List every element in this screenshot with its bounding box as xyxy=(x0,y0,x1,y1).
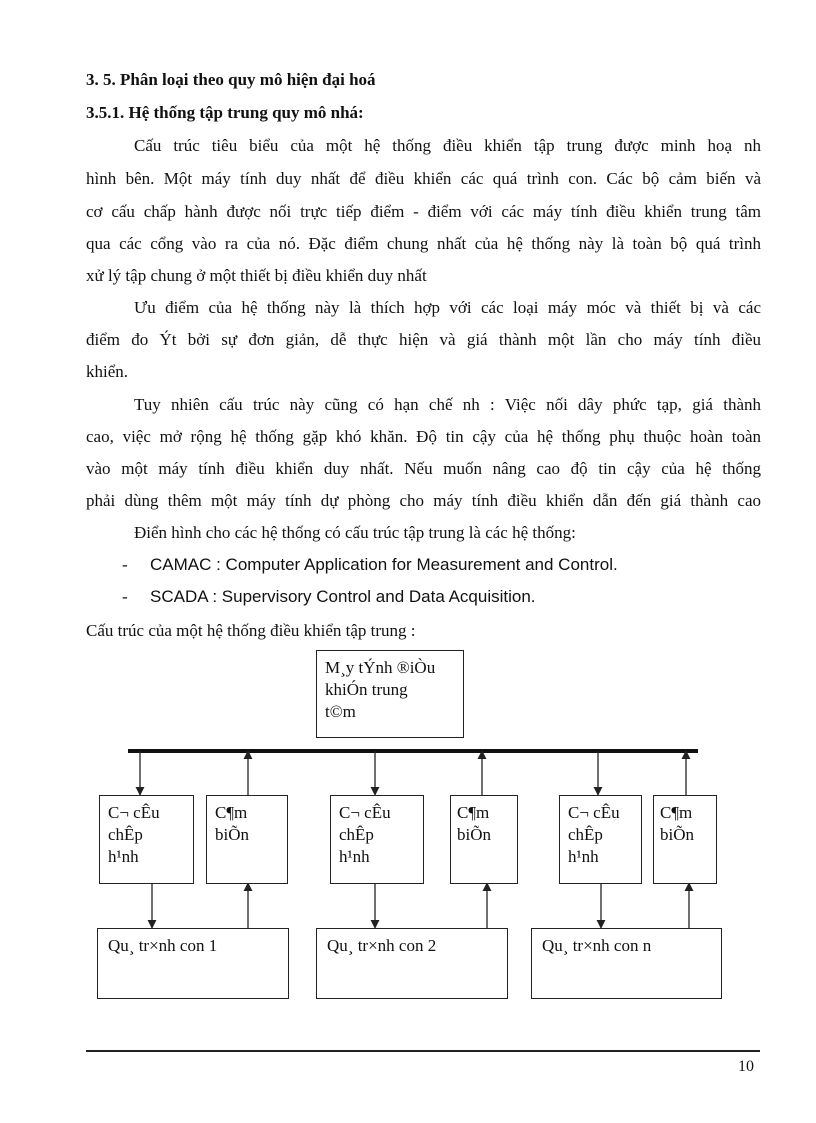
sensor-label-3: C¶m biÕn xyxy=(660,803,694,844)
footer-rule xyxy=(86,1050,760,1052)
diagram-caption: Cấu trúc của một hệ thống điều khiển tập trung : xyxy=(86,621,416,640)
process-label-1: Qu¸ tr×nh con 1 xyxy=(108,936,218,955)
paragraph-3-line-4: phải dùng thêm một máy tính dự phòng cho máy tính điều khiển dẫn đến giá thành cao xyxy=(86,491,761,510)
central-computer-box xyxy=(316,650,464,738)
actuator-box-3 xyxy=(559,795,642,884)
central-computer-label: M¸y tÝnh ®iÒu khiÓn trung t©m xyxy=(325,658,436,721)
process-box-3 xyxy=(531,928,722,999)
sensor-box-3 xyxy=(653,795,717,884)
actuator-label-3: C¬ cÊu chÊp h¹nh xyxy=(568,803,620,866)
sensor-box-1 xyxy=(206,795,288,884)
process-box-2 xyxy=(316,928,508,999)
paragraph-1-line-1: Cấu trúc tiêu biểu của một hệ thống điều khiển tập trung được minh hoạ nh xyxy=(134,136,761,155)
paragraph-1-line-5: xử lý tập chung ở một thiết bị điều khiển duy nhất xyxy=(86,266,427,285)
actuator-label-1: C¬ cÊu chÊp h¹nh xyxy=(108,803,160,866)
process-label-3: Qu¸ tr×nh con n xyxy=(542,936,652,955)
sensor-box-2 xyxy=(450,795,518,884)
paragraph-1-line-4: qua các cổng vào ra của nó. Đặc điểm chung nhất của hệ thống này là toàn bộ quá trình xyxy=(86,234,761,253)
subsection-heading: 3.5.1. Hệ thống tập trung quy mô nhá: xyxy=(86,103,364,122)
paragraph-1-line-3: cơ cấu chấp hành được nối trực tiếp điểm - điểm với các máy tính điều khiển trung tâm xyxy=(86,202,761,221)
bullet-scada: SCADA : Supervisory Control and Data Acquisition. xyxy=(150,587,536,606)
bullet-marker: - xyxy=(122,555,128,574)
paragraph-3-line-2: cao, việc mở rộng hệ thống gặp khó khăn. Độ tin cậy của hệ thống phụ thuộc hoàn toàn xyxy=(86,427,761,446)
page-number: 10 xyxy=(738,1058,754,1075)
actuator-box-1 xyxy=(99,795,194,884)
bullet-marker: - xyxy=(122,587,128,606)
paragraph-1-line-2: hình bên. Một máy tính duy nhất để điều khiển các quá trình con. Các bộ cảm biến và xyxy=(86,169,761,188)
actuator-box-2 xyxy=(330,795,424,884)
sensor-label-2: C¶m biÕn xyxy=(457,803,491,844)
paragraph-3-line-1: Tuy nhiên cấu trúc này cũng có hạn chế nh : Việc nối dây phức tạp, giá thành xyxy=(134,395,761,414)
actuator-label-2: C¬ cÊu chÊp h¹nh xyxy=(339,803,391,866)
sensor-label-1: C¶m biÕn xyxy=(215,803,249,844)
paragraph-2-line-2: điểm đo Ýt bởi sự đơn giản, dễ thực hiện và giá thành một lần cho máy tính điều xyxy=(86,330,761,349)
process-label-2: Qu¸ tr×nh con 2 xyxy=(327,936,437,955)
section-heading: 3. 5. Phân loại theo quy mô hiện đại hoá xyxy=(86,70,376,89)
process-box-1 xyxy=(97,928,289,999)
paragraph-3-line-3: vào một máy tính điều khiển duy nhất. Nếu muốn nâng cao độ tin cậy của hệ thống xyxy=(86,459,761,478)
paragraph-4: Điển hình cho các hệ thống có cấu trúc tập trung là các hệ thống: xyxy=(134,523,576,542)
paragraph-2-line-1: Ưu điểm của hệ thống này là thích hợp với các loại máy móc và thiết bị và các xyxy=(134,298,761,317)
bullet-camac: CAMAC : Computer Application for Measurement and Control. xyxy=(150,555,618,574)
paragraph-2-line-3: khiển. xyxy=(86,362,129,381)
